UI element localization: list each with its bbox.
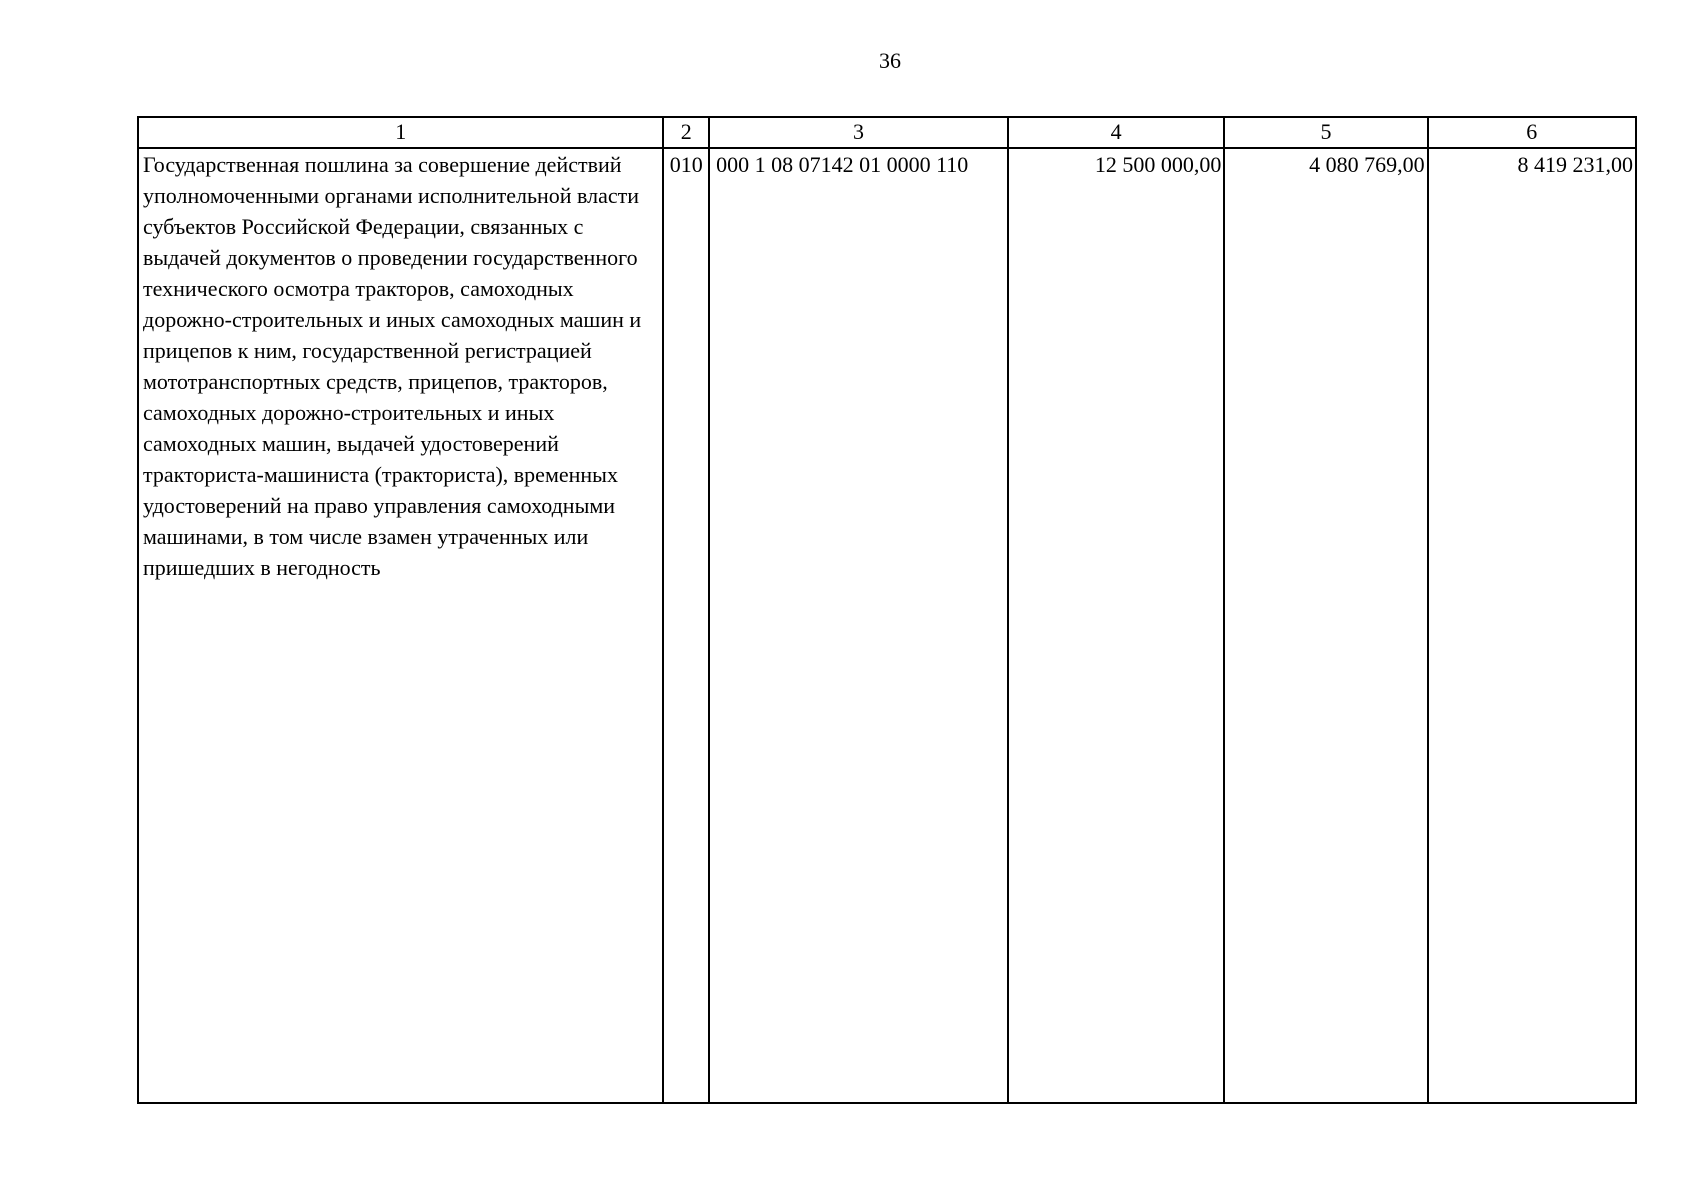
amount-remaining-cell: 8 419 231,00 — [1428, 148, 1636, 1103]
column-header-3: 3 — [709, 117, 1008, 148]
amount-executed-cell: 4 080 769,00 — [1224, 148, 1427, 1103]
column-header-4: 4 — [1008, 117, 1224, 148]
budget-code-cell: 000 1 08 07142 01 0000 110 — [709, 148, 1008, 1103]
budget-table — [137, 116, 1637, 1104]
line-code-cell: 010 — [663, 148, 709, 1103]
column-header-6: 6 — [1428, 117, 1636, 148]
column-header-5: 5 — [1224, 117, 1427, 148]
table-row — [138, 148, 1636, 1103]
page-number: 36 — [879, 48, 901, 73]
row-name-cell: Государственная пошлина за совершение действий уполномоченными органами исполнительной власти субъектов Российской Федерации, связанных с выдачей документов о проведении государственного технического осмотра тракторов, самоходных дорожно-строительных и иных самоходных машин и прицепов к ним, государственной регистрацией мототранспортных средств, прицепов, тракторов, самоходных дорожно-строительных и иных самоходных машин, выдачей удостоверений тракториста-машиниста (тракториста), временных удостоверений на право управления самоходными машинами, в том числе взамен утраченных или пришедших в негодность — [138, 148, 663, 1103]
column-header-2: 2 — [663, 117, 709, 148]
header-row — [138, 117, 1636, 148]
amount-approved-cell: 12 500 000,00 — [1008, 148, 1224, 1103]
column-header-1: 1 — [138, 117, 663, 148]
